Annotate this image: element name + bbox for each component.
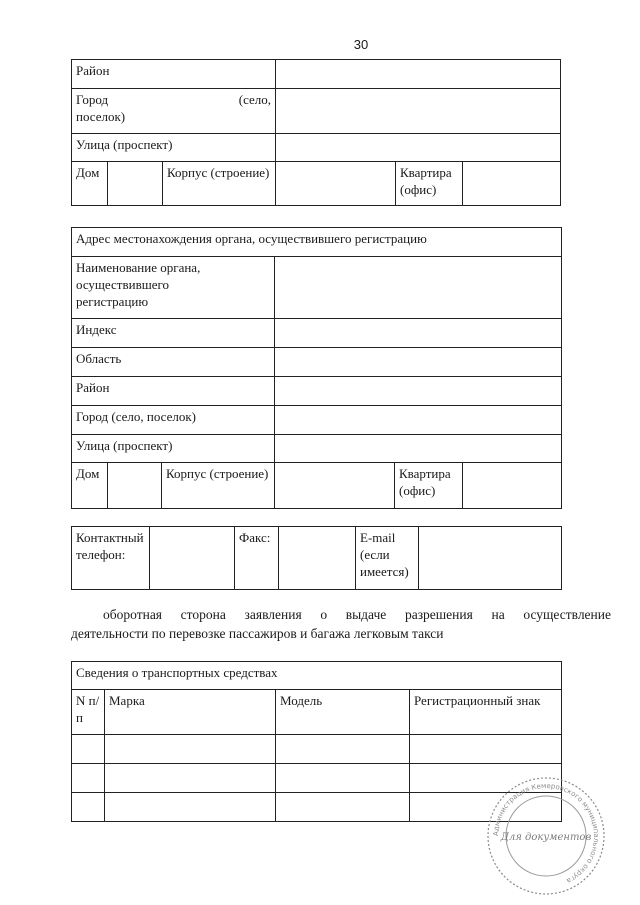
table-cell[interactable] (276, 735, 410, 764)
stamp-ring-text: Администрация Кемеровского муниципального округа (491, 781, 601, 885)
city-label-2: Город (село, поселок) (72, 406, 275, 435)
building-label-2: Корпус (строение) (162, 463, 275, 509)
table-cell[interactable] (72, 764, 105, 793)
index-label: Индекс (72, 319, 275, 348)
caption-line-2: деятельности по перевозке пассажиров и багажа легковым такси (71, 626, 444, 641)
phone-label: Контактный телефон: (72, 527, 150, 590)
official-stamp (484, 774, 608, 898)
city-label: Город (село, поселок) (72, 89, 276, 134)
apartment-field[interactable] (463, 162, 561, 206)
phone-field[interactable] (150, 527, 235, 590)
house-label: Дом (72, 162, 108, 206)
building-field[interactable] (276, 162, 396, 206)
table-cell[interactable] (105, 764, 276, 793)
apartment-field-2[interactable] (463, 463, 562, 509)
district-label-2: Район (72, 377, 275, 406)
fax-field[interactable] (279, 527, 356, 590)
vehicles-header: Сведения о транспортных средствах (72, 662, 562, 690)
email-label: E-mail (если имеется) (356, 527, 419, 590)
organ-name-field[interactable] (275, 257, 562, 319)
building-label: Корпус (строение) (163, 162, 276, 206)
col-reg-plate: Регистрационный знак (410, 690, 562, 735)
table-cell[interactable] (72, 735, 105, 764)
city-field[interactable] (276, 89, 561, 134)
col-brand: Марка (105, 690, 276, 735)
region-field[interactable] (275, 348, 562, 377)
district-label: Район (72, 60, 276, 89)
email-field[interactable] (419, 527, 562, 590)
col-number: N п/п (72, 690, 105, 735)
house-field-2[interactable] (108, 463, 162, 509)
apartment-label-2: Квартира (офис) (395, 463, 463, 509)
caption-line-1: оборотная сторона заявления о выдаче разрешения на осуществление (103, 607, 611, 622)
table-row (72, 735, 562, 764)
contacts-table (71, 526, 562, 590)
street-label: Улица (проспект) (72, 134, 276, 162)
table-cell[interactable] (276, 764, 410, 793)
street-label-2: Улица (проспект) (72, 435, 275, 463)
house-field[interactable] (108, 162, 163, 206)
organ-name-label: Наименование органа, осуществившего регистрацию (72, 257, 275, 319)
table-cell[interactable] (105, 735, 276, 764)
reverse-side-caption (71, 605, 611, 643)
table-cell[interactable] (276, 793, 410, 822)
registration-header: Адрес местонахождения органа, осуществившего регистрацию (72, 228, 562, 257)
page-number: 30 (353, 37, 369, 52)
stamp-center-text: Для документов (500, 832, 592, 843)
district-field-2[interactable] (275, 377, 562, 406)
street-field[interactable] (276, 134, 561, 162)
registration-address-table (71, 227, 562, 509)
fax-label: Факс: (235, 527, 279, 590)
house-label-2: Дом (72, 463, 108, 509)
street-field-2[interactable] (275, 435, 562, 463)
table-cell[interactable] (410, 735, 562, 764)
index-field[interactable] (275, 319, 562, 348)
col-model: Модель (276, 690, 410, 735)
table-cell[interactable] (72, 793, 105, 822)
apartment-label: Квартира (офис) (396, 162, 463, 206)
region-label: Область (72, 348, 275, 377)
building-field-2[interactable] (275, 463, 395, 509)
address-table-1 (71, 59, 561, 206)
table-cell[interactable] (105, 793, 276, 822)
city-field-2[interactable] (275, 406, 562, 435)
district-field[interactable] (276, 60, 561, 89)
